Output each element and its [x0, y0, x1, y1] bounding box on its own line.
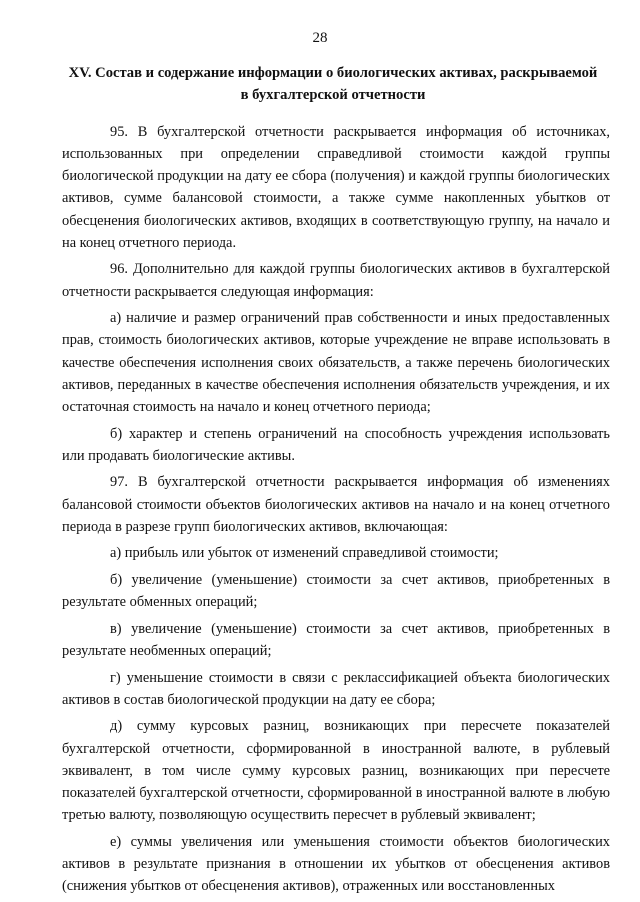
- paragraph-97-item-g: г) уменьшение стоимости в связи с реклассификацией объекта биологических активов в состав биологической продукции на дату ее сбора;: [62, 669, 610, 708]
- paragraph-97-item-d: д) сумму курсовых разниц, возникающих при пересчете показателей бухгалтерской отчетности, сформированной в иностранной валюте, в рублевый эквивалент, в том числе сумму курсовых разниц, возникающих при пересчете показателей бухгалтерской отчетности, сформированной в иностранной валюте в любую третью валюту, позволяющую осуществить пересчет в рублевый эквивалент;: [62, 718, 610, 824]
- paragraph-97-item-b: б) увеличение (уменьшение) стоимости за счет активов, приобретенных в результате обменных операций;: [62, 571, 610, 611]
- paragraph-97-item-e: е) суммы увеличения или уменьшения стоимости объектов биологических активов в результате признания в отношении их убытков от обесценения активов (снижения убытков от обесценения активов), отраженных или восстановленных: [62, 833, 610, 894]
- paragraph-96: 96. Дополнительно для каждой группы биологических активов в бухгалтерской отчетности раскрывается следующая информация:: [62, 261, 610, 300]
- paragraph-96-item-b: б) характер и степень ограничений на способность учреждения использовать или продавать биологические активы.: [62, 425, 610, 464]
- paragraph-96-item-a: а) наличие и размер ограничений прав собственности и иных предоставленных прав, стоимость биологических активов, которые учреждение не вправе использовать в качестве обеспечения исполнения своих обязательств, а также перечень биологических активов, переданных в качестве обеспечения исполнения обязательств учреждения, и их остаточная стоимость на начало и конец отчетного периода;: [62, 310, 610, 415]
- section-heading-line-1: XV. Состав и содержание информации о биологических активах, раскрываемой: [68, 65, 598, 81]
- page-number: 28: [312, 30, 328, 46]
- section-heading: [58, 62, 608, 106]
- paragraph-97-item-v: в) увеличение (уменьшение) стоимости за счет активов, приобретенных в результате необменных операций;: [62, 620, 610, 659]
- paragraph-97: 97. В бухгалтерской отчетности раскрывается информация об изменениях балансовой стоимости объектов биологических активов на начало и на конец отчетного периода в разрезе групп биологических активов, включающая:: [62, 474, 610, 535]
- section-heading-line-2: в бухгалтерской отчетности: [240, 87, 426, 103]
- paragraph-95: 95. В бухгалтерской отчетности раскрывается информация об источниках, использованных при определении справедливой стоимости каждой группы биологической продукции на дату ее сбора (получения) и каждой группы биологических активов, сумме балансовой стоимости, а также сумме накопленных убытков от обесценения биологических активов, входящих в соответствующую группу, на начало и на конец отчетного периода.: [62, 124, 610, 251]
- paragraph-97-item-a: а) прибыль или убыток от изменений справедливой стоимости;: [110, 545, 499, 562]
- document-body: [62, 121, 610, 897]
